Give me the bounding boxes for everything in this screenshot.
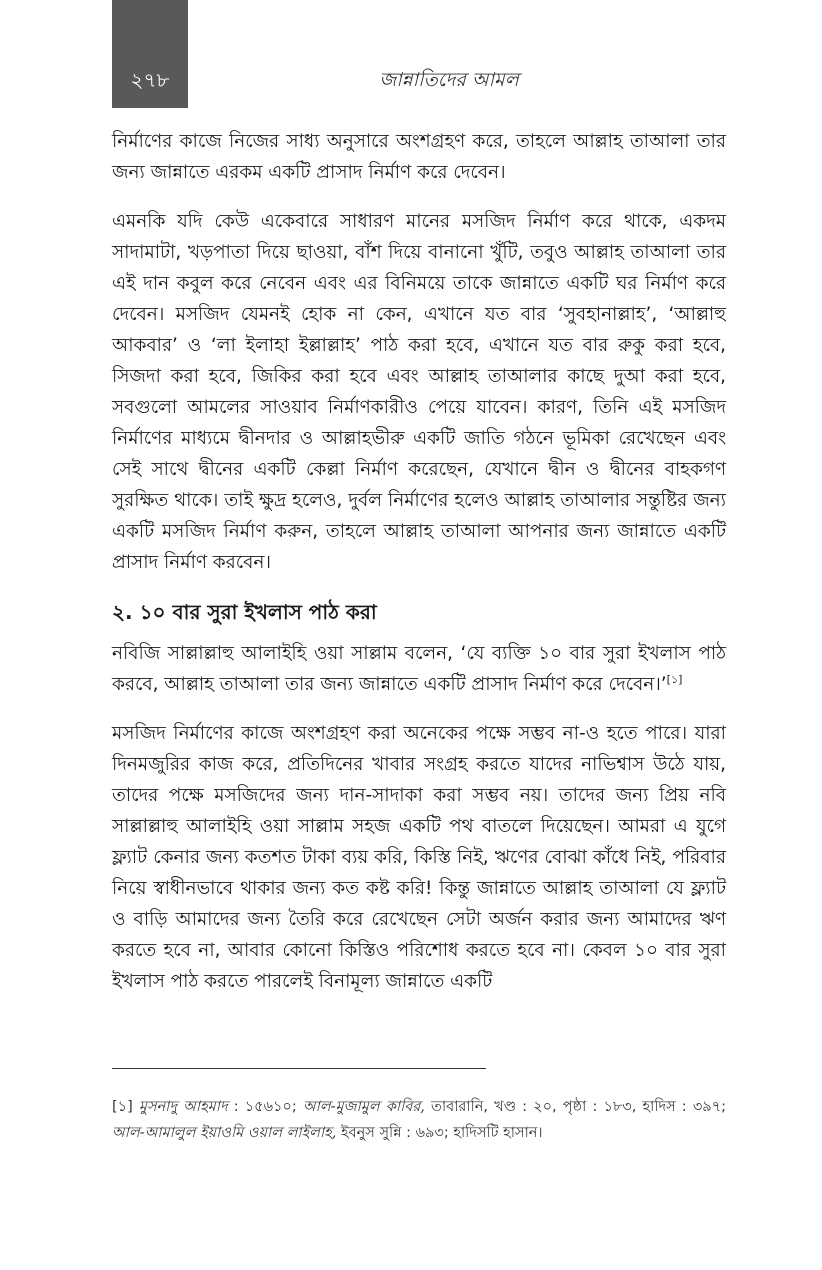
footnote-divider [112, 1068, 486, 1069]
footnote-marker: [১] [112, 1099, 133, 1115]
footnote-text-2: তাবারানি, খণ্ড : ২০, পৃষ্ঠা : ১৮৩, হাদিস : ৩৯৭; [424, 1099, 727, 1115]
page-number: ২৭৮ [130, 68, 170, 92]
section-heading: ২. ১০ বার সুরা ইখলাস পাঠ করা [112, 600, 377, 624]
hadith-quote [112, 638, 726, 700]
hadith-quote-text: নবিজি সাল্লাল্লাহু আলাইহি ওয়া সাল্লাম বলেন, ‘যে ব্যক্তি ১০ বার সুরা ইখলাস পাঠ করবে, আল্লাহ তাআলা তার জন্য জান্নাতে একটি প্রাসাদ নির্মাণ করে দেবেন।’ [112, 643, 726, 695]
footnote-source-2: আল-মুজামুল কাবির, [302, 1099, 425, 1115]
footnote-source-3: আল-আমালুল ইয়াওমি ওয়াল লাইলাহ, [112, 1125, 337, 1141]
footnote-source-1: মুসনাদু আহমাদ [138, 1099, 228, 1115]
main-text [112, 126, 726, 1015]
footnote [112, 1094, 726, 1146]
footnote-text-3: ইবনুস সুন্নি : ৬৯৩; হাদিসটি হাসান। [336, 1125, 543, 1141]
paragraph-mosque: এমনকি যদি কেউ একেবারে সাধারণ মানের মসজিদ নির্মাণ করে থাকে, একদম সাদামাটা, খড়পাতা দিয়ে ছাওয়া, বাঁশ দিয়ে বানানো খুঁটি, তবুও আল্লাহ তাআলা তার এই দান কবুল করে নেবেন এবং এর বিনিময়ে তাকে জান্নাতে একটি ঘর নির্মাণ করে দেবেন। মসজিদ যেমনই হোক না কেন, এখানে যত বার ‘সুবহানাল্লাহ’, ‘আল্লাহু আকবার’ ও ‘লা ইলাহা ইল্লাল্লাহ’ পাঠ করা হবে, এখানে যত বার রুকু করা হবে, সিজদা করা হবে, জিকির করা হবে এবং আল্লাহ তাআলার কাছে দুআ করা হবে, সবগুলো আমলের সাওয়াব নির্মাণকারীও পেয়ে যাবেন। কারণ, তিনি এই মসজিদ নির্মাণের মাধ্যমে দ্বীনদার ও আল্লাহভীরু একটি জাতি গঠনে ভূমিকা রেখেছেন এবং সেই সাথে দ্বীনের একটি কেল্লা নির্মাণ করেছেন, যেখানে দ্বীন ও দ্বীনের বাহকগণ সুরক্ষিত থাকে। তাই ক্ষুদ্র হলেও, দুর্বল নির্মাণের হলেও আল্লাহ তাআলার সন্তুষ্টির জন্য একটি মসজিদ নির্মাণ করুন, তাহলে আল্লাহ তাআলা আপনার জন্য জান্নাতে একটি প্রাসাদ নির্মাণ করবেন। [112, 211, 726, 573]
running-title: জান্নাতিদের আমল [379, 69, 519, 91]
footnote-text-1: : ১৫৬১০; [227, 1099, 303, 1115]
footnote-reference[interactable]: [১] [666, 672, 683, 686]
paragraph-continuation: নির্মাণের কাজে নিজের সাধ্য অনুসারে অংশগ্রহণ করে, তাহলে আল্লাহ তাআলা তার জন্য জান্নাতে এরকম একটি প্রাসাদ নির্মাণ করে দেবেন। [112, 131, 726, 183]
paragraph-explanation: মসজিদ নির্মাণের কাজে অংশগ্রহণ করা অনেকের পক্ষে সম্ভব না-ও হতে পারে। যারা দিনমজুরির কাজ করে, প্রতিদিনের খাবার সংগ্রহ করতে যাদের নাভিশ্বাস উঠে যায়, তাদের পক্ষে মসজিদের জন্য দান-সাদাকা করা সম্ভব নয়। তাদের জন্য প্রিয় নবি সাল্লাল্লাহু আলাইহি ওয়া সাল্লাম সহজ একটি পথ বাতলে দিয়েছেন। আমরা এ যুগে ফ্ল্যাট কেনার জন্য কতশত টাকা ব্যয় করি, কিস্তি নিই, ঋণের বোঝা কাঁধে নিই, পরিবার নিয়ে স্বাধীনভাবে থাকার জন্য কত কষ্ট করি! কিন্তু জান্নাতে আল্লাহ তাআলা যে ফ্ল্যাট ও বাড়ি আমাদের জন্য তৈরি করে রেখেছেন সেটা অর্জন করার জন্য আমাদের ঋণ করতে হবে না, আবার কোনো কিস্তিও পরিশোধ করতে হবে না। কেবল ১০ বার সুরা ইখলাস পাঠ করতে পারলেই বিনামূল্য জান্নাতে একটি [112, 723, 726, 992]
page-number-tab [112, 0, 188, 108]
